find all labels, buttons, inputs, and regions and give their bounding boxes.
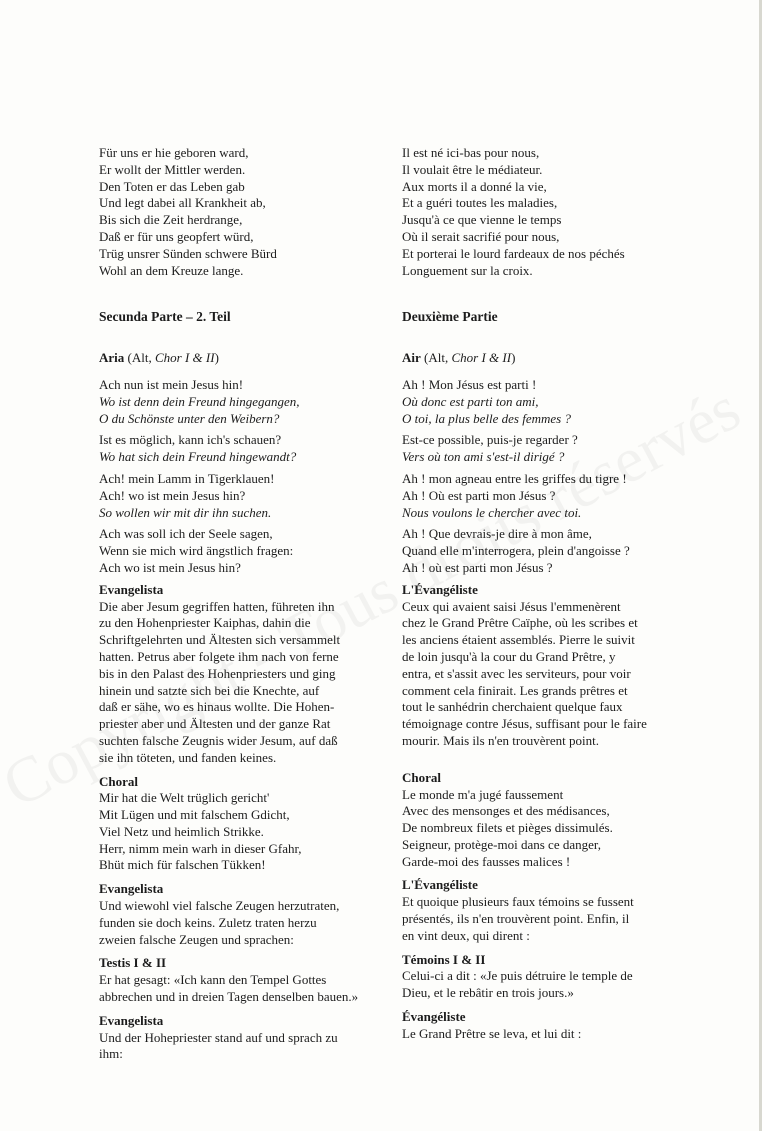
choral-line: Mir hat die Welt trüglich gericht' [99,790,270,806]
aria-line: Où donc est parti ton ami, [402,393,539,409]
verse-line: Et porterai le lourd fardeaux de nos péchés [402,245,625,261]
testis-line: Er hat gesagt: «Ich kann den Tempel Gottes [99,972,327,988]
aria-line: Ist es möglich, kann ich's schauen? [99,432,282,448]
aria-line: Wo hat sich dein Freund hingewandt? [99,449,297,465]
aria-close: ) [214,350,219,366]
aria-voice: (Alt, [420,350,452,366]
testis-heading: Témoins I & II [402,951,486,967]
evangelista3-block [402,1009,684,1043]
aria-line: Vers où ton ami s'est-il dirigé ? [402,449,565,465]
choral-line: Garde-moi des fausses malices ! [402,853,571,869]
aria-stanza [99,432,385,466]
evangelista1-line: de loin jusqu'à la cour du Grand Prêtre, y [402,648,616,664]
evangelista3-heading: Évangéliste [402,1009,466,1025]
aria-line: Ach! mein Lamm in Tigerklauen! [99,470,275,486]
section-title: Deuxième Partie [402,309,498,325]
evangelista1-line: tout le sanhédrin cherchaient quelque faux [402,699,623,715]
testis-line: Dieu, et le rebâtir en trois jours.» [402,985,574,1001]
choral-block [402,770,684,871]
aria-line: Wenn sie mich wird ängstlich fragen: [99,543,294,559]
evangelista2-heading: Evangelista [99,881,164,897]
choral-line: Seigneur, protège-moi dans ce danger, [402,836,601,852]
evangelista1-block [99,582,385,767]
aria-line: So wollen wir mit dir ihn suchen. [99,504,272,520]
aria-line: Est-ce possible, puis-je regarder ? [402,432,578,448]
verse-line: Er wollt der Mittler werden. [99,161,246,177]
evangelista1-block [402,582,684,750]
evangelista1-heading: Evangelista [99,581,164,597]
testis-line: abbrechen und in dreien Tagen denselben bauen.» [99,989,359,1005]
evangelista2-block [99,881,385,948]
verse-line: Jusqu'à ce que vienne le temps [402,212,562,228]
aria-line: Ach! wo ist mein Jesus hin? [99,487,246,503]
choral-block [99,774,385,875]
testis-heading: Testis I & II [99,955,167,971]
intro-stanza [402,145,684,279]
evangelista1-line: hinein und satzte sich bei die Knechte, auf [99,682,320,698]
evangelista1-line: zu den Hohenpriester Kaiphas, dahin die [99,615,311,631]
evangelista2-line: Et quoique plusieurs faux témoins se fussent [402,894,634,910]
evangelista3-line: Le Grand Prêtre se leva, et lui dit : [402,1025,582,1041]
aria-choir: Chor I & II [451,350,512,366]
choral-line: Avec des mensonges et des médisances, [402,803,610,819]
evangelista3-block [99,1013,385,1063]
verse-line: Daß er für uns geopfert würd, [99,228,254,244]
aria-stanza [99,377,385,427]
choral-heading: Choral [402,769,441,785]
evangelista1-line: priester aber und Ältesten und der ganze Rat [99,716,331,732]
aria-line: Ah ! où est parti mon Jésus ? [402,559,553,575]
choral-line: Bhüt mich für falschen Tükken! [99,857,266,873]
aria-voice: (Alt, [124,350,155,366]
evangelista1-line: suchten falsche Zeugnis wider Jesum, auf daß [99,732,338,748]
choral-line: Viel Netz und heimlich Strikke. [99,823,264,839]
aria-line: Quand elle m'interrogera, plein d'angoisse ? [402,543,630,559]
evangelista1-heading: L'Évangéliste [402,581,478,597]
aria-stanza [402,377,684,427]
aria-heading [402,350,684,367]
evangelista3-line: ihm: [99,1046,123,1062]
aria-close: ) [511,350,516,366]
aria-line: Ach wo ist mein Jesus hin? [99,559,241,575]
aria-line: Nous voulons le chercher avec toi. [402,504,582,520]
choral-line: De nombreux filets et pièges dissimulés. [402,820,613,836]
aria-label: Air [402,350,421,366]
aria-line: Ah ! Que devrais-je dire à mon âme, [402,526,592,542]
evangelista1-line: Schriftgelehrten und Ältesten sich versammelt [99,632,341,648]
aria-line: O du Schönste unter den Weibern? [99,410,280,426]
evangelista2-line: zweien falsche Zeugen und sprachen: [99,931,294,947]
aria-line: Ah ! Mon Jésus est parti ! [402,376,537,392]
testis-block [402,952,684,1002]
aria-choir: Chor I & II [154,350,215,366]
aria-line: Ach was soll ich der Seele sagen, [99,526,273,542]
evangelista1-line: Die aber Jesum gegriffen hatten, führeten ihn [99,598,335,614]
evangelista2-heading: L'Évangéliste [402,877,478,893]
aria-stanza [402,471,684,521]
verse-line: Où il serait sacrifié pour nous, [402,228,560,244]
evangelista1-line: comment cela finirait. Les grands prêtres et [402,682,628,698]
evangelista1-line: témoignage contre Jésus, suffisant pour le faire [402,716,647,732]
evangelista1-line: mourir. Mais ils n'en trouvèrent point. [402,732,599,748]
evangelista2-block [402,877,684,944]
verse-line: Bis sich die Zeit herdrange, [99,212,243,228]
verse-line: Et a guéri toutes les maladies, [402,195,558,211]
german-column [99,145,385,1070]
evangelista1-line: Ceux qui avaient saisi Jésus l'emmenèrent [402,598,621,614]
aria-heading [99,350,385,367]
verse-line: Longuement sur la croix. [402,262,533,278]
evangelista1-line: les anciens étaient assemblés. Pierre le suivit [402,632,635,648]
choral-heading: Choral [99,773,138,789]
aria-stanza [402,526,684,576]
aria-label: Aria [99,350,125,366]
evangelista1-line: entra, et s'assit avec les serviteurs, pour voir [402,665,631,681]
verse-line: Wohl an dem Kreuze lange. [99,262,244,278]
verse-line: Für uns er hie geboren ward, [99,145,249,160]
aria-line: Ah ! Où est parti mon Jésus ? [402,487,556,503]
aria-line: Ach nun ist mein Jesus hin! [99,376,244,392]
aria-line: O toi, la plus belle des femmes ? [402,410,571,426]
evangelista2-line: Und wiewohl viel falsche Zeugen herzutraten, [99,898,340,914]
french-column [402,145,684,1050]
evangelista2-line: funden sie doch keins. Zuletz traten herzu [99,914,317,930]
verse-line: Aux morts il a donné la vie, [402,178,547,194]
choral-line: Herr, nimm mein warh in dieser Gfahr, [99,840,302,856]
evangelista1-line: chez le Grand Prêtre Caïphe, où les scribes et [402,615,638,631]
verse-line: Und legt dabei all Krankheit ab, [99,195,266,211]
choral-line: Mit Lügen und mit falschem Gdicht, [99,807,290,823]
evangelista1-line: hatten. Petrus aber folgete ihm nach von ferne [99,648,339,664]
aria-stanza [402,432,684,466]
verse-line: Il voulait être le médiateur. [402,161,543,177]
evangelista1-line: bis in den Palast des Hohenpriesters und ging [99,665,336,681]
choral-line: Le monde m'a jugé faussement [402,786,564,802]
intro-stanza [99,145,385,279]
evangelista2-line: présentés, ils n'en trouvèrent point. Enfin, il [402,911,630,927]
aria-stanza [99,471,385,521]
evangelista1-line: sie ihn töteten, und fanden keines. [99,749,277,765]
aria-stanza [99,526,385,576]
verse-line: Den Toten er das Leben gab [99,178,245,194]
testis-block [99,955,385,1005]
verse-line: Trüg unsrer Sünden schwere Bürd [99,245,277,261]
evangelista3-heading: Evangelista [99,1012,164,1028]
testis-line: Celui-ci a dit : «Je puis détruire le temple de [402,968,633,984]
evangelista2-line: en vint deux, qui dirent : [402,927,530,943]
evangelista1-line: daß er sähe, wo es hinaus wollte. Die Hohen- [99,699,335,715]
verse-line: Il est né ici-bas pour nous, [402,145,540,160]
aria-line: Ah ! mon agneau entre les griffes du tigre ! [402,470,627,486]
evangelista3-line: Und der Hohepriester stand auf und sprach zu [99,1029,338,1045]
aria-line: Wo ist denn dein Freund hingegangen, [99,393,300,409]
section-title: Secunda Parte – 2. Teil [99,309,231,325]
